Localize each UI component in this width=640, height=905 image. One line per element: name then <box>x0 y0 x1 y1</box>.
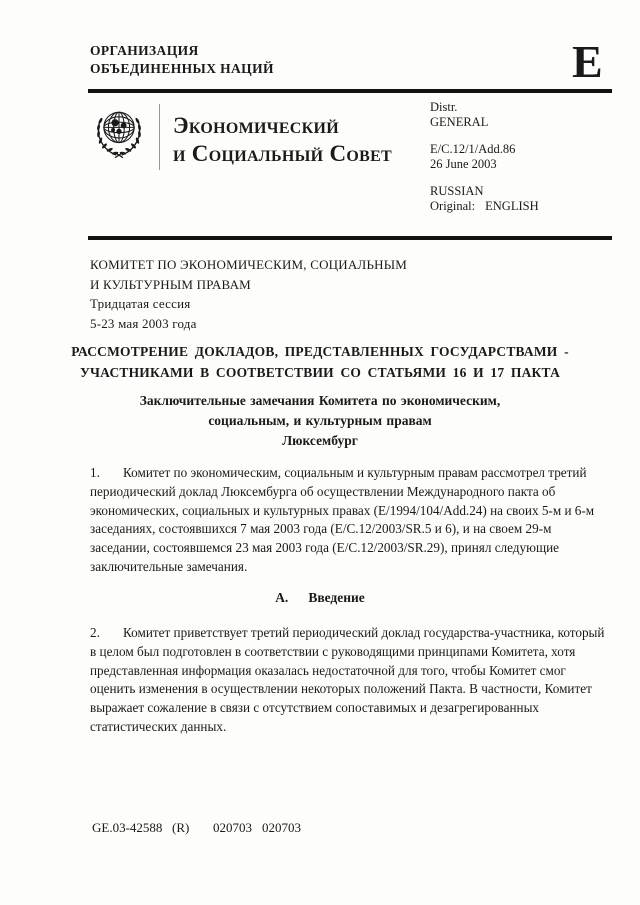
paragraph-1-text: Комитет по экономическим, социальным и культурным правам рассмотрел третий периодический доклад Люксембурга об осуществлении Международного пакта об экономических, социальных и культурных правах (E/1994/104/Add.24) на своих 5-м и 6-м заседаниях, состоявшихся 7 мая 2003 года (E/C.12/2003/SR.5 и 6), и на своем 29-м заседании, состоявшемся 23 мая 2003 года (E/C.12/2003/SR.29), принял следующие заключительные замечания. <box>90 465 595 574</box>
document-subtitle <box>60 391 580 431</box>
document-title-line1: РАССМОТРЕНИЕ ДОКЛАДОВ, ПРЕДСТАВЛЕННЫХ ГОСУДАРСТВАМИ - <box>71 344 569 359</box>
section-a-letter: А. <box>275 590 289 605</box>
original-value: ENGLISH <box>485 199 539 213</box>
paragraph-2-text: Комитет приветствует третий периодический доклад государства-участника, который в целом был подготовлен в соответствии с руководящими принципами Комитета, хотя представленная информация оказалась недостаточной для того, чтобы Комитет смог оценить изменения в осуществлении некоторых положений Пакта. В частности, Комитет выражает сожаление в связи с отсутствием сопоставимых и дезагрегированных статистических данных. <box>90 625 605 734</box>
distr-value: GENERAL <box>430 115 489 129</box>
committee-line2: И КУЛЬТУРНЫМ ПРАВАМ <box>90 276 251 292</box>
footer-language-code: (R) <box>172 820 190 835</box>
document-subtitle-line2: социальным, и культурным правам <box>208 413 432 428</box>
council-name-line1: Экономический <box>173 113 340 138</box>
masthead-rule <box>88 236 612 240</box>
masthead-divider <box>159 104 160 170</box>
paragraph-2-number: 2. <box>90 625 100 640</box>
doc-date: 26 June 2003 <box>430 157 497 171</box>
doc-language: RUSSIAN <box>430 184 484 198</box>
session-name: Тридцатая сессия <box>90 296 191 311</box>
doc-symbol: E/C.12/1/Add.86 <box>430 142 516 156</box>
org-name <box>90 42 274 77</box>
section-a-heading <box>60 590 580 606</box>
org-name-line1: ОРГАНИЗАЦИЯ <box>90 43 199 58</box>
un-emblem-icon <box>86 102 152 168</box>
committee-line1: КОМИТЕТ ПО ЭКОНОМИЧЕСКИМ, СОЦИАЛЬНЫМ <box>90 257 407 272</box>
distribution-block <box>430 100 539 226</box>
header-rule <box>88 89 612 93</box>
doc-original <box>430 199 539 214</box>
section-a-title: Введение <box>308 590 365 605</box>
document-series-letter: E <box>572 36 603 87</box>
footer-code-2: 020703 <box>262 820 301 835</box>
document-subtitle-line1: Заключительные замечания Комитета по экономическим, <box>139 393 501 408</box>
footer <box>0 820 640 840</box>
paragraph-1 <box>90 464 612 577</box>
paragraph-2 <box>90 624 612 737</box>
document-title-line2: УЧАСТНИКАМИ В СООТВЕТСТВИИ СО СТАТЬЯМИ 16 И 17 ПАКТА <box>79 365 561 380</box>
footer-ge-reference: GE.03-42588 <box>92 820 163 835</box>
org-name-line2: ОБЪЕДИНЕННЫХ НАЦИЙ <box>90 60 274 76</box>
committee-block <box>90 255 407 333</box>
footer-code-1: 020703 <box>213 820 252 835</box>
distr-label: Distr. <box>430 100 458 114</box>
council-name <box>173 112 392 168</box>
country-heading: Люксембург <box>282 433 358 448</box>
document-title <box>60 341 580 383</box>
paragraph-1-number: 1. <box>90 465 100 480</box>
council-name-line2: и Социальный Совет <box>173 141 393 166</box>
session-dates: 5-23 мая 2003 года <box>90 315 197 331</box>
original-label: Original: <box>430 199 476 213</box>
